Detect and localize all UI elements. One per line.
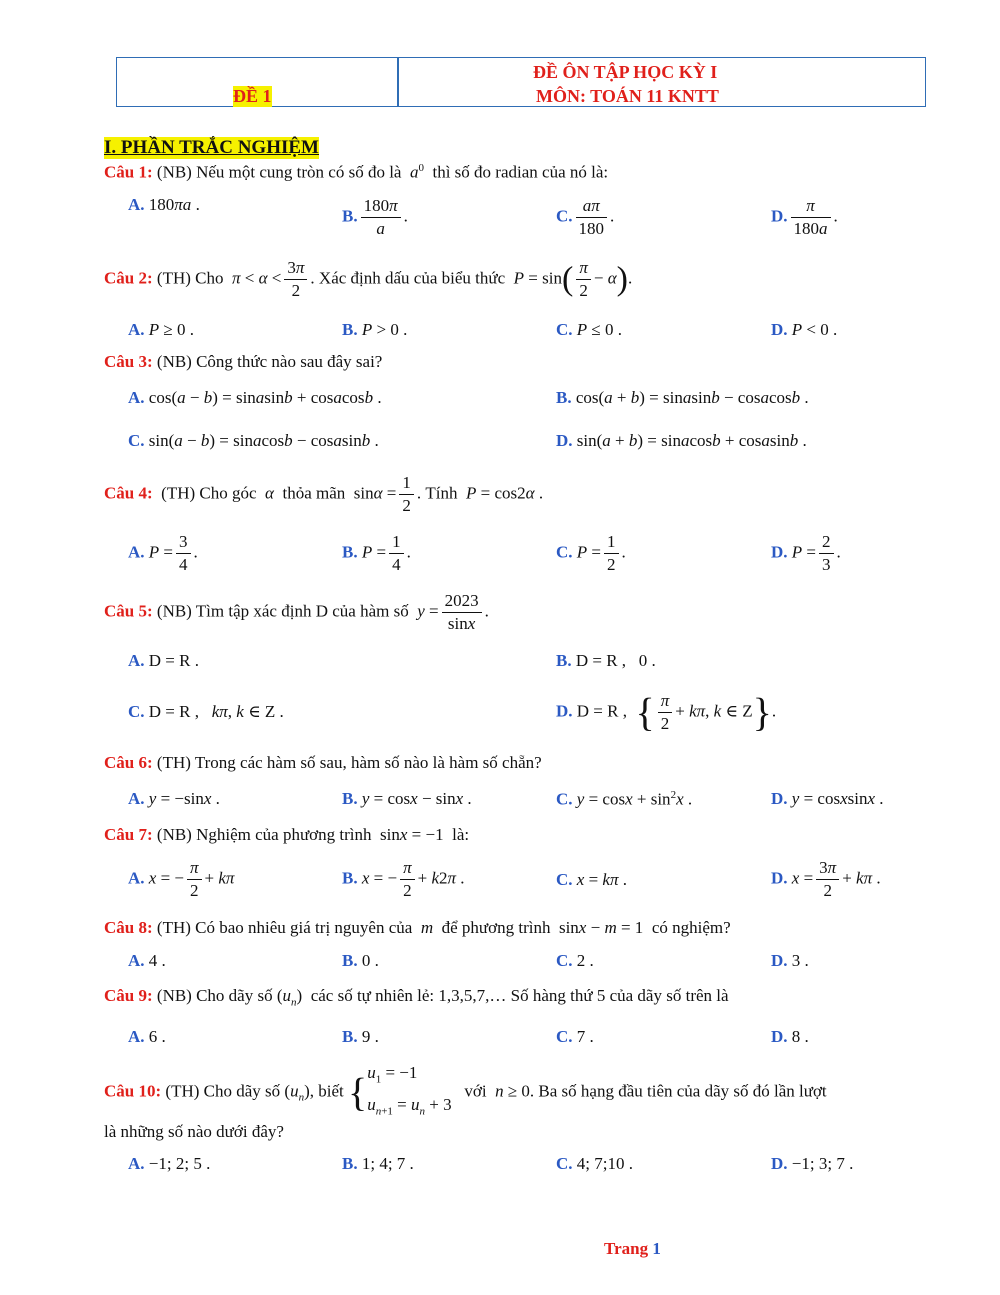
q10-option-b[interactable]: B. 1; 4; 7 .: [342, 1154, 414, 1173]
q5-option-b[interactable]: B. D = R , 0 .: [556, 651, 656, 670]
question-10-line2: là những số nào dưới đây?: [104, 1122, 284, 1141]
q1-option-b[interactable]: B. $\frac{180\pi}{a}$ .: [342, 196, 408, 238]
question-7: Câu 7: (NB) Nghiệm của phương trình sinx = −1 là:: [104, 825, 470, 844]
q2-option-a[interactable]: A. P ≥ 0 .: [128, 320, 195, 339]
q9-option-c[interactable]: C. 7 .: [556, 1027, 594, 1046]
q4-option-d[interactable]: D. P = $\frac{2}{3}$ .: [771, 532, 841, 574]
q10-option-d[interactable]: D. −1; 3; 7 .: [771, 1154, 854, 1173]
q10-option-c[interactable]: C. 4; 7;10 .: [556, 1154, 633, 1173]
q9-option-b[interactable]: B. 9 .: [342, 1027, 379, 1046]
question-1: Câu 1: (NB) Nếu một cung tròn có số đo là $a^0$ thì số đo radian của nó là:: [104, 162, 609, 182]
page-footer: Trang 1: [604, 1239, 661, 1258]
q1-option-c[interactable]: C. $\frac{a\pi}{180}$ .: [556, 196, 615, 238]
q4-option-c[interactable]: C. P = $\frac{1}{2}$ .: [556, 532, 626, 574]
q1-option-a[interactable]: A. 180πa .: [128, 195, 200, 214]
question-5: Câu 5: (NB) Tìm tập xác định D của hàm số y = $\frac{2023}{\sin x}$ .: [104, 591, 489, 633]
q5-option-a[interactable]: A. D = R .: [128, 651, 199, 670]
q5-option-d[interactable]: D. D = R , { $\frac{\pi}{2}$ + kπ, k ∈ Z}.: [556, 689, 777, 735]
question-3: Câu 3: (NB) Công thức nào sau đây sai?: [104, 352, 383, 371]
exam-title: ĐỀ ÔN TẬP HỌC KỲ I: [533, 62, 718, 82]
q2-option-c[interactable]: C. P ≤ 0 .: [556, 320, 623, 339]
exam-number: ĐỀ 1: [233, 86, 272, 106]
q8-option-b[interactable]: B. 0 .: [342, 951, 379, 970]
question-2: Câu 2: (TH) Cho π < α < $\frac{3\pi}{2}$ . Xác định dấu của biểu thức P = sin( $\frac{\pi}{2}$ − α).: [104, 258, 633, 300]
q6-option-d[interactable]: D. y = cosxsinx .: [771, 789, 884, 808]
q3-option-a[interactable]: A. cos(a − b) = sinasinb + cosacosb .: [128, 388, 382, 407]
q4-option-a[interactable]: A. P = $\frac{3}{4}$ .: [128, 532, 198, 574]
q7-option-b[interactable]: B. x = − $\frac{\pi}{2}$ + k2π .: [342, 858, 465, 900]
q6-option-b[interactable]: B. y = cosx − sinx .: [342, 789, 472, 808]
q1-option-d[interactable]: D. $\frac{\pi}{180a}$ .: [771, 196, 838, 238]
q7-option-a[interactable]: A. x = − $\frac{\pi}{2}$ + kπ: [128, 858, 235, 900]
q2-option-b[interactable]: B. P > 0 .: [342, 320, 408, 339]
q3-option-d[interactable]: D. sin(a + b) = sinacosb + cosasinb .: [556, 431, 807, 450]
q3-option-b[interactable]: B. cos(a + b) = sinasinb − cosacosb .: [556, 388, 809, 407]
section-title: I. PHẦN TRẮC NGHIỆM: [104, 137, 319, 158]
q6-option-a[interactable]: A. y = −sinx .: [128, 789, 220, 808]
q9-option-d[interactable]: D. 8 .: [771, 1027, 809, 1046]
q6-option-c[interactable]: C. $y = \cos x + \sin^2x$ .: [556, 789, 693, 809]
q4-option-b[interactable]: B. P = $\frac{1}{4}$ .: [342, 532, 411, 574]
q8-option-a[interactable]: A. 4 .: [128, 951, 166, 970]
q9-option-a[interactable]: A. 6 .: [128, 1027, 166, 1046]
q7-option-d[interactable]: D. x = $\frac{3\pi}{2}$ + kπ .: [771, 858, 881, 900]
q8-option-c[interactable]: C. 2 .: [556, 951, 594, 970]
q5-option-c[interactable]: C. D = R , kπ, k ∈ Z .: [128, 702, 284, 721]
q7-option-c[interactable]: C. x = kπ .: [556, 870, 627, 889]
q3-option-c[interactable]: C. sin(a − b) = sinacosb − cosasinb .: [128, 431, 379, 450]
q10-option-a[interactable]: A. −1; 2; 5 .: [128, 1154, 211, 1173]
question-6: Câu 6: (TH) Trong các hàm số sau, hàm số nào là hàm số chẵn?: [104, 753, 542, 772]
question-4: Câu 4: (TH) Cho góc α thỏa mãn sinα = $\frac{1}{2}$ . Tính P = cos2α .: [104, 473, 544, 515]
question-10: Câu 10: (TH) Cho dãy số $(u_n)$, biết { $u_1 = -1$ $u_{n+1} = u_n + 3$ với n ≥ 0. Ba số hạng đầu tiên của dãy số đó lần lượt: [104, 1063, 827, 1118]
question-9: Câu 9: (NB) Cho dãy số $(u_n)$ các số tự nhiên lẻ: 1,3,5,7,… Số hàng thứ 5 của dãy số trên là: [104, 986, 729, 1009]
q8-option-d[interactable]: D. 3 .: [771, 951, 809, 970]
question-8: Câu 8: (TH) Có bao nhiêu giá trị nguyên của m để phương trình sinx − m = 1 có nghiệm?: [104, 918, 731, 937]
q2-option-d[interactable]: D. P < 0 .: [771, 320, 838, 339]
exam-subject: MÔN: TOÁN 11 KNTT: [536, 86, 719, 106]
